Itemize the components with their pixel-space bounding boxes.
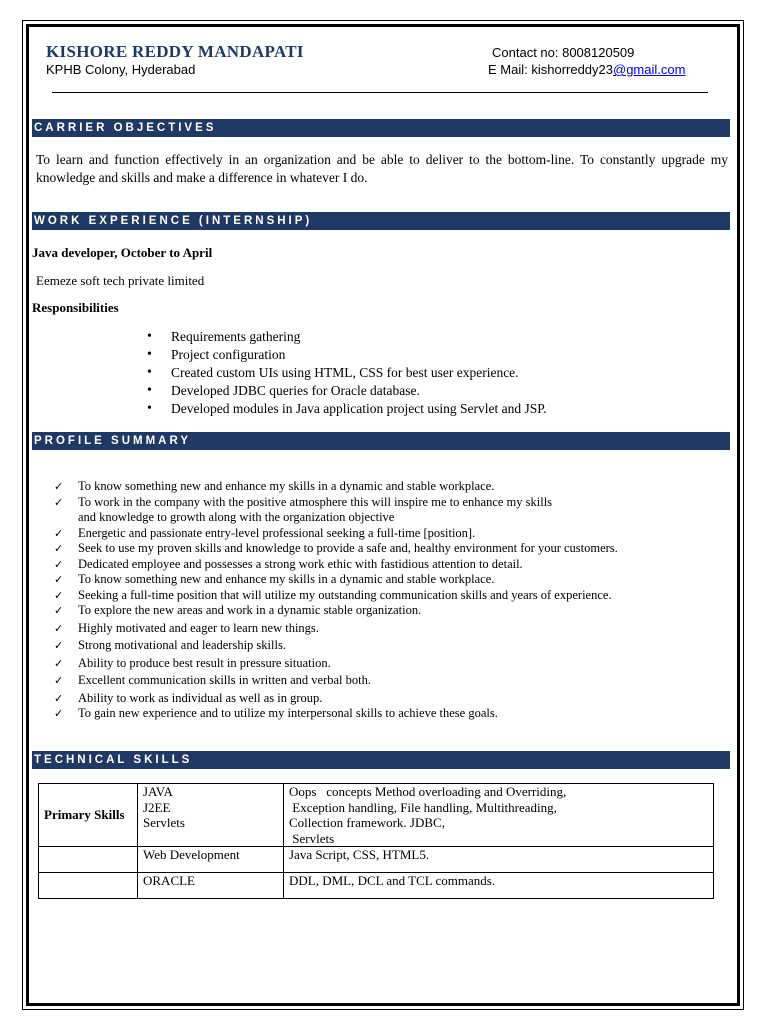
list-item: ✓ Strong motivational and leadership skills. — [54, 638, 286, 652]
list-item: ✓ To explore the new areas and work in a dynamic stable organization. — [54, 603, 422, 617]
list-item: ✓ Energetic and passionate entry-level professional seeking a full-time [position]. — [54, 525, 476, 540]
check-icon: ✓ — [54, 542, 64, 555]
list-item: • Requirements gathering — [145, 328, 547, 346]
list-item: ✓ Ability to produce best result in pressure situation. — [54, 655, 331, 670]
list-item: ✓ To work in the company with the positive atmosphere this will inspire me to enhance my skills and knowledge to growth along with the organization objective — [54, 494, 553, 524]
candidate-address: KPHB Colony, Hyderabad — [46, 62, 196, 77]
responsibilities-list — [145, 328, 547, 418]
list-item: • Developed JDBC queries for Oracle database. — [145, 382, 547, 400]
list-item: ✓ To know something new and enhance my skills in a dynamic and stable workplace. — [54, 479, 495, 493]
skills-table — [38, 783, 714, 899]
list-item: • Created custom UIs using HTML, CSS for best user experience. — [145, 364, 547, 382]
table-cell-tech: JAVA J2EE Servlets — [138, 784, 284, 847]
section-work-experience: WORK EXPERIENCE (INTERNSHIP) — [32, 212, 730, 230]
email-prefix: E Mail: kishorreddy23 — [488, 62, 613, 77]
list-item: ✓ Seek to use my proven skills and knowledge to provide a safe and, healthy environment for your customers. — [54, 541, 618, 555]
header-divider — [52, 92, 708, 93]
table-cell-desc: DDL, DML, DCL and TCL commands. — [284, 873, 714, 899]
objective-text: To learn and function effectively in an organization and be able to deliver to the bottom-line. To constantly upgrade my knowledge and skills and make a difference in whatever I do. — [36, 152, 728, 185]
list-item: ✓ Excellent communication skills in written and verbal both. — [54, 673, 371, 687]
section-carrier-objectives: CARRIER OBJECTIVES — [32, 119, 730, 137]
check-icon: ✓ — [54, 707, 64, 720]
check-icon: ✓ — [54, 588, 64, 602]
table-cell-tech: ORACLE — [138, 873, 284, 899]
check-icon: ✓ — [54, 573, 64, 586]
list-item: ✓ To know something new and enhance my skills in a dynamic and stable workplace. — [54, 572, 495, 586]
check-icon: ✓ — [54, 526, 64, 540]
check-icon: ✓ — [54, 691, 64, 705]
responsibilities-label: Responsibilities — [32, 300, 119, 315]
table-row — [39, 784, 714, 847]
list-item: ✓ Highly motivated and eager to learn new things. — [54, 620, 319, 635]
list-item: ✓ Dedicated employee and possesses a strong work ethic with fastidious attention to detail. — [54, 556, 523, 571]
table-cell-category — [39, 873, 138, 899]
check-icon: ✓ — [54, 557, 64, 571]
table-cell-tech: Web Development — [138, 847, 284, 873]
check-icon: ✓ — [54, 621, 64, 635]
table-row — [39, 873, 714, 899]
candidate-name: KISHORE REDDY MANDAPATI — [46, 42, 304, 61]
job-role: Java developer, October to April — [32, 245, 213, 260]
check-icon: ✓ — [54, 495, 64, 509]
table-cell-category — [39, 847, 138, 873]
list-item: • Project configuration — [145, 346, 547, 364]
table-cell-category: Primary Skills — [39, 784, 138, 847]
list-item-continuation: and knowledge to growth along with the organization objective — [78, 510, 395, 524]
check-icon: ✓ — [54, 480, 64, 493]
company-name: Eemeze soft tech private limited — [36, 273, 205, 288]
section-profile-summary: PROFILE SUMMARY — [32, 432, 730, 450]
table-row — [39, 847, 714, 873]
list-item: ✓ To gain new experience and to utilize my interpersonal skills to achieve these goals. — [54, 706, 498, 720]
email-link[interactable]: @gmail.com — [613, 62, 686, 77]
list-item: ✓ Ability to work as individual as well as in group. — [54, 690, 323, 705]
list-item: • Developed modules in Java application project using Servlet and JSP. — [145, 400, 547, 418]
check-icon: ✓ — [54, 674, 64, 687]
list-item: ✓ Seeking a full-time position that will utilize my outstanding communication skills and years of experience. — [54, 587, 612, 602]
section-technical-skills: TECHNICAL SKILLS — [32, 751, 730, 769]
check-icon: ✓ — [54, 656, 64, 670]
check-icon: ✓ — [54, 639, 64, 652]
table-cell-desc: Oops concepts Method overloading and Overriding, Exception handling, File handling, Multithreading, Collection framework. JDBC, Servlets — [284, 784, 714, 847]
check-icon: ✓ — [54, 604, 64, 617]
table-cell-desc: Java Script, CSS, HTML5. — [284, 847, 714, 873]
contact-number: Contact no: 8008120509 — [492, 45, 635, 60]
profile-summary-list — [54, 479, 618, 722]
email-line — [488, 62, 685, 77]
